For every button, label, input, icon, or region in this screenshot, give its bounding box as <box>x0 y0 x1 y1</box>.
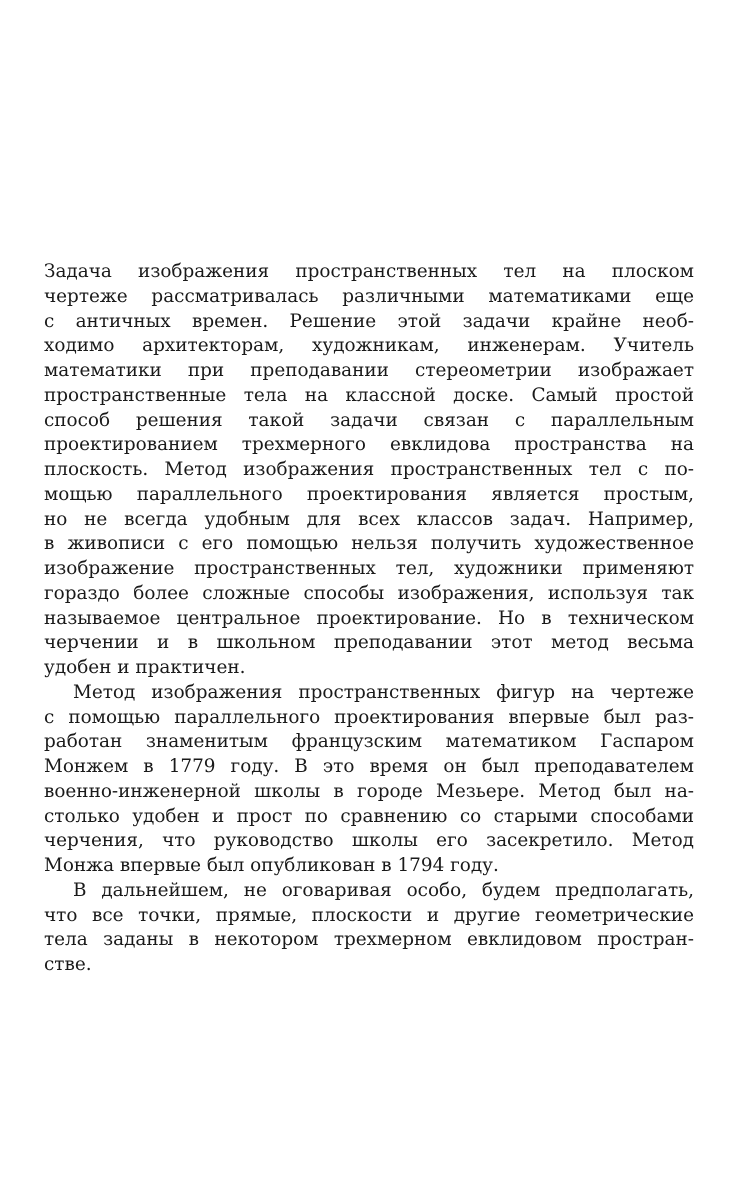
text-line: столько удобен и прост по сравнению со старыми способами <box>44 805 694 827</box>
text-line: пространственные тела на классной доске. Самый простой <box>44 384 694 406</box>
text-line: что все точки, прямые, плоскости и другие геометрические <box>44 904 694 926</box>
text-line: гораздо более сложные способы изображения, используя так <box>44 582 694 604</box>
text-line: тела заданы в некотором трехмерном евклидовом простран- <box>44 929 694 951</box>
paragraph-3 <box>44 879 694 978</box>
text-line: плоскость. Метод изображения пространственных тел с по- <box>44 459 694 480</box>
text-line: Задача изображения пространственных тел на плоском <box>44 261 694 282</box>
text-line: черчении и в школьном преподавании этот метод весьма <box>44 632 694 654</box>
text-line: проектированием трехмерного евклидова пространства на <box>44 434 694 456</box>
text-line: мощью параллельного проектирования является простым, <box>44 483 694 505</box>
text-line: ходимо архитекторам, художникам, инженерам. Учитель <box>44 335 694 357</box>
text-line: Метод изображения пространственных фигур на чертеже <box>73 681 694 703</box>
paragraph-2 <box>44 681 694 879</box>
text-line: стве. <box>44 954 92 975</box>
text-line: с помощью параллельного проектирования впервые был раз- <box>44 706 694 728</box>
text-line: Монжа впервые был опубликован в 1794 году. <box>44 855 499 876</box>
text-line: способ решения такой задачи связан с параллельным <box>44 409 694 431</box>
text-line: но не всегда удобным для всех классов задач. Например, <box>44 508 694 530</box>
text-line: военно-инженерной школы в городе Мезьере. Метод был на- <box>44 780 694 802</box>
text-line: удобен и практичен. <box>44 657 246 678</box>
text-line: изображение пространственных тел, художники применяют <box>44 558 694 579</box>
text-line: работан знаменитым французским математиком Гаспаром <box>44 731 694 753</box>
paragraph-1 <box>44 260 694 681</box>
text-line: математики при преподавании стереометрии изображает <box>44 360 694 381</box>
text-line: чертеже рассматривалась различными математиками еще <box>44 285 694 307</box>
text-line: в живописи с его помощью нельзя получить художественное <box>44 533 694 555</box>
text-line: Монжем в 1779 году. В это время он был преподавателем <box>44 756 694 777</box>
text-line: В дальнейшем, не оговаривая особо, будем предполагать, <box>73 879 694 901</box>
page-text <box>44 260 694 978</box>
text-line: с античных времен. Решение этой задачи крайне необ- <box>44 310 694 332</box>
text-line: называемое центральное проектирование. Но в техническом <box>44 607 694 629</box>
text-line: черчения, что руководство школы его засекретило. Метод <box>44 830 694 852</box>
